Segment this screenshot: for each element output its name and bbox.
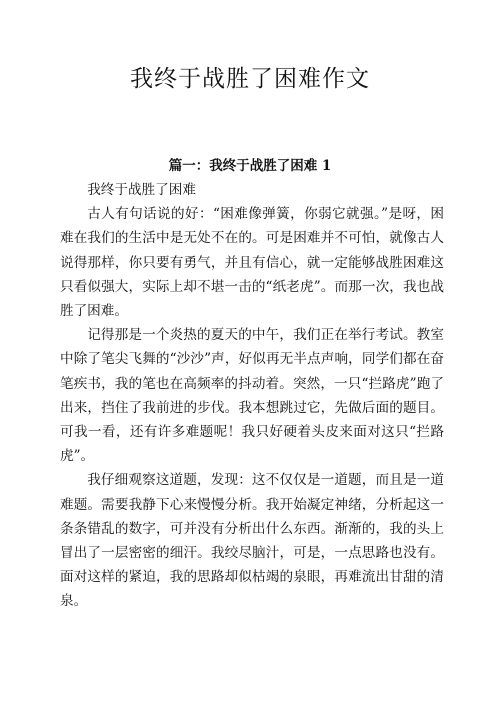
paragraph-1: 古人有句话说的好：“困难像弹簧，你弱它就强。”是呀，困难在我们的生活中是无处不在的。可是困难并不可怕，就像古人说得那样，你只要有勇气，并且有信心，就一定能够战胜困难这只看似强大，实际上却不堪一击的“纸老虎”。而那一次，我也战胜了困难。 bbox=[60, 206, 444, 320]
paragraph-3: 我仔细观察这道题，发现：这不仅仅是一道题，而且是一道难题。需要我静下心来慢慢分析。我开始凝定神绪，分析起这一条条错乱的数字，可并没有分析出什么东西。渐渐的，我的头上冒出了一层密密的细汗。我绞尽脑汁，可是，一点思路也没有。面对这样的紧迫，我的思路却似枯竭的泉眼，再难流出甘甜的清泉。 bbox=[60, 472, 444, 610]
paragraph-2: 记得那是一个炎热的夏天的中午，我们正在举行考试。教室中除了笔尖飞舞的“沙沙”声，好似再无半点声响，同学们都在奋笔疾书，我的笔也在高频率的抖动着。突然，一只“拦路虎”跑了出来，挡住了我前进的步伐。我本想跳过它，先做后面的题目。可我一看，还有许多难题呢！我只好硬着头皮来面对这只“拦路虎”。 bbox=[60, 327, 444, 465]
document-title: 我终于战胜了困难作文 bbox=[130, 66, 370, 92]
document-body bbox=[60, 178, 444, 614]
essay-subtitle: 我终于战胜了困难 bbox=[87, 182, 196, 198]
section-title: 篇一：我终于战胜了困难 1 bbox=[168, 158, 332, 174]
